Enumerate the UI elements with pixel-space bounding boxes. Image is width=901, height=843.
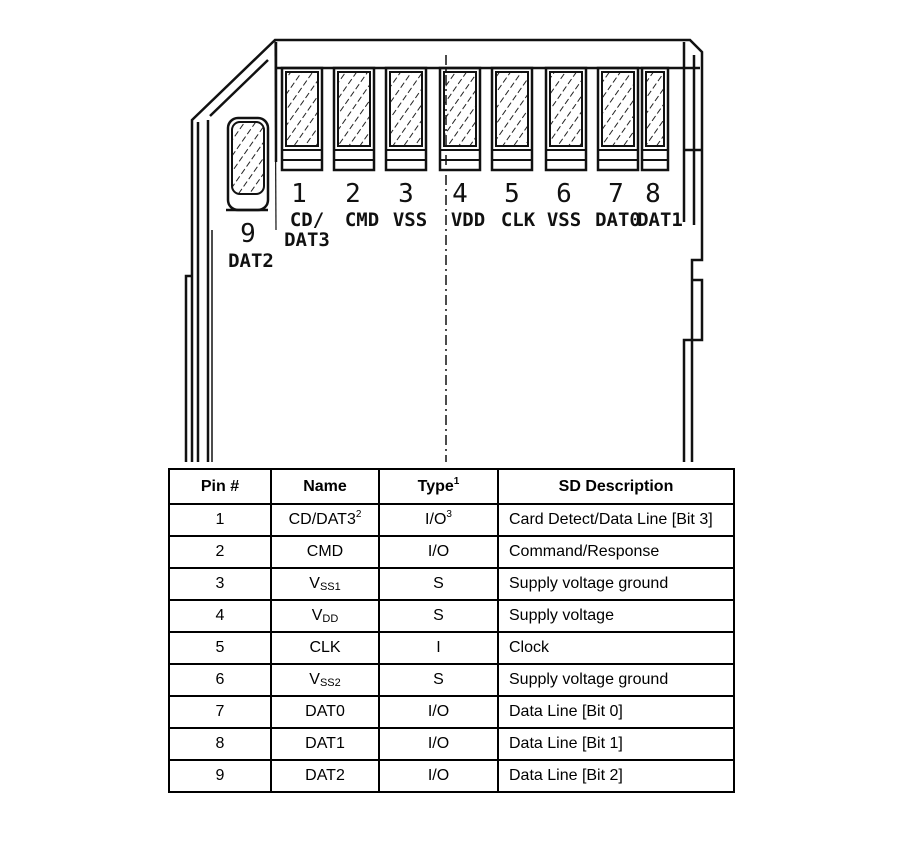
- pin-name-cell: [271, 632, 379, 664]
- pin-description-cell: Clock: [498, 632, 734, 664]
- contact-pad: [282, 68, 322, 170]
- name-text: DAT2: [305, 767, 345, 784]
- pin-number-cell: 3: [169, 568, 271, 600]
- pin-description-cell: Supply voltage ground: [498, 568, 734, 600]
- pin-name-cell: [271, 728, 379, 760]
- pin-name-cell: [271, 696, 379, 728]
- pin-number: 8: [645, 179, 661, 209]
- type-text: I/O: [427, 767, 450, 784]
- type-text: I: [436, 639, 441, 656]
- contact-pad: [334, 68, 374, 170]
- type-text: I/O: [427, 703, 450, 720]
- table-row: [169, 568, 734, 600]
- pin-description-cell: Supply voltage: [498, 600, 734, 632]
- pin-name-cell: [271, 536, 379, 568]
- type-text: I/O: [427, 543, 450, 560]
- table-row: [169, 760, 734, 792]
- name-main: V: [311, 607, 323, 624]
- contact-pad: [598, 68, 638, 170]
- pin-number: 5: [504, 179, 520, 209]
- col-type-header: Type$^1$: [379, 469, 498, 504]
- name-text: CLK: [309, 639, 341, 656]
- table-row: [169, 696, 734, 728]
- name-main: V: [309, 671, 320, 688]
- type-text: I/O: [427, 735, 450, 752]
- pin-number: 1: [291, 179, 307, 209]
- pin-number: 3: [398, 179, 414, 209]
- pin-type-cell: [379, 536, 498, 568]
- table-row: [169, 728, 734, 760]
- name-subscript: SS2: [319, 677, 341, 689]
- pin-number-cell: 5: [169, 632, 271, 664]
- pin-name-cell: [271, 664, 379, 696]
- type-text: S: [433, 671, 444, 688]
- pin-label: VSS: [392, 209, 428, 231]
- pin-label: DAT3: [284, 229, 330, 251]
- col-pin-header: Pin #: [169, 469, 271, 504]
- pin-name-cell: [271, 760, 379, 792]
- contact-pad: [386, 68, 426, 170]
- pin-name-cell: [271, 568, 379, 600]
- name-main: V: [309, 575, 320, 592]
- table-row: [169, 504, 734, 536]
- pin-type-cell: [379, 696, 498, 728]
- name-text: CMD: [306, 543, 344, 560]
- pin-description-cell: Supply voltage ground: [498, 664, 734, 696]
- pin-labels: [228, 179, 683, 272]
- pin-type-cell: [379, 504, 498, 536]
- contact-pad: [228, 118, 268, 210]
- name-subscript: DD: [322, 613, 339, 625]
- pin-type-cell: [379, 568, 498, 600]
- pin-label: CLK: [500, 209, 536, 231]
- pin-type-cell: [379, 632, 498, 664]
- name-text: DAT0: [305, 703, 345, 720]
- pin-table: [168, 468, 735, 793]
- pin-description-cell: Data Line [Bit 2]: [498, 760, 734, 792]
- pin-number-cell: 1: [169, 504, 271, 536]
- pin-label: DAT2: [228, 250, 274, 272]
- pin-number-cell: 6: [169, 664, 271, 696]
- type-text: S: [433, 607, 444, 624]
- col-name-header: Name: [271, 469, 379, 504]
- pin-name-cell: [271, 504, 379, 536]
- pin-number-cell: 4: [169, 600, 271, 632]
- pin-number-cell: 7: [169, 696, 271, 728]
- pin-number: 2: [345, 179, 361, 209]
- pin-description-cell: Command/Response: [498, 536, 734, 568]
- contact-pad: [440, 68, 480, 170]
- footnote-mark: 2: [355, 509, 362, 520]
- pin-number: 9: [240, 219, 256, 249]
- pin-type-cell: [379, 760, 498, 792]
- pin-description-cell: Data Line [Bit 0]: [498, 696, 734, 728]
- type-text: I/O: [425, 511, 447, 528]
- table-row: [169, 632, 734, 664]
- pin-number: 7: [608, 179, 624, 209]
- footnote-mark: 3: [446, 509, 452, 520]
- pin-type-cell: [379, 664, 498, 696]
- pin-label: CMD: [344, 209, 380, 231]
- table-header-row: [169, 469, 734, 504]
- pin-type-cell: [379, 600, 498, 632]
- contact-pad: [546, 68, 586, 170]
- pin-label: VDD: [450, 209, 486, 231]
- contact-pad: [492, 68, 532, 170]
- pin-description-cell: Data Line [Bit 1]: [498, 728, 734, 760]
- table-row: [169, 600, 734, 632]
- pin-label: VSS: [546, 209, 582, 231]
- name-text: CD/DAT3: [288, 511, 356, 528]
- pin-number-cell: 2: [169, 536, 271, 568]
- name-text: DAT1: [305, 735, 345, 752]
- table-row: [169, 664, 734, 696]
- pin-name-cell: [271, 600, 379, 632]
- pin-number-cell: 9: [169, 760, 271, 792]
- pin-number: 4: [452, 179, 468, 209]
- pin-label: DAT0: [595, 209, 641, 231]
- pin-number: 6: [556, 179, 572, 209]
- col-desc-header: SD Description: [498, 469, 734, 504]
- contact-pad: [642, 68, 668, 170]
- pin-description-cell: Card Detect/Data Line [Bit 3]: [498, 504, 734, 536]
- pin-label: DAT1: [637, 209, 683, 231]
- type-text: S: [433, 575, 444, 592]
- pin-number-cell: 8: [169, 728, 271, 760]
- pin-type-cell: [379, 728, 498, 760]
- pin-label: CD/: [289, 209, 325, 231]
- table-row: [169, 536, 734, 568]
- name-subscript: SS1: [319, 581, 341, 593]
